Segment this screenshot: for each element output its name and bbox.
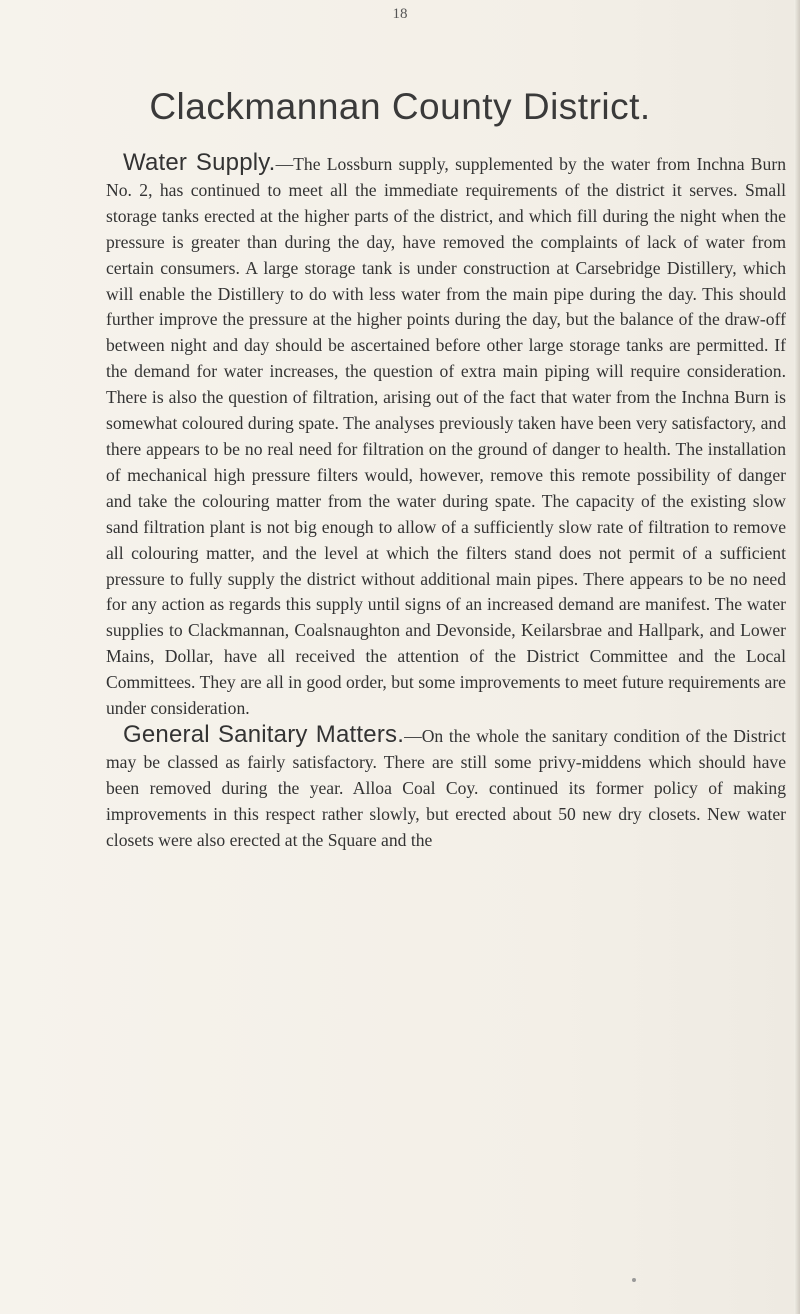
section-heading-general-sanitary: General Sanitary Matters. xyxy=(123,720,405,748)
page-edge-shadow xyxy=(794,0,800,1314)
printer-mark xyxy=(632,1278,636,1282)
page-title: Clackmannan County District. xyxy=(149,86,651,127)
paragraph-general-sanitary xyxy=(106,722,786,854)
page-number: 18 xyxy=(392,6,408,22)
paragraph-water-supply xyxy=(106,150,786,722)
body-text xyxy=(106,150,786,853)
section-heading-water-supply: Water Supply. xyxy=(123,149,276,176)
paragraph-text-water-supply: —The Lossburn supply, supplemented by the water from Inchna Burn No. 2, has continued to meet all the immediate requirements of the district it serves. Small storage tanks erected at the higher parts of the district, and which fill during the night when the pressure is greater than during the day, have removed the complaints of lack of water from certain consumers. A large storage tank is under construction at Carsebridge Distillery, which will enable the Distillery to do with less water from the main pipe during the day. This should further improve the pressure at the higher points during the day, but the balance of the draw-off between night and day should be ascertained before other large storage tanks are permitted. If the demand for water increases, the question of extra main piping will require consideration. There is also the question of filtration, arising out of the fact that water from the Inchna Burn is somewhat coloured during spate. The analyses previously taken have been very satisfactory, and there appears to be no real need for filtration on the ground of danger to health. The installation of mechanical high pressure filters would, however, remove this remote possibility of danger and take the colouring matter from the water during spate. The capacity of the existing slow sand filtration plant is not big enough to allow of a sufficiently slow rate of filtration to remove all colouring matter, and the level at which the filters stand does not permit of a sufficient pressure to fully supply the district without additional main pipes. There appears to be no need for any action as regards this supply until signs of an increased demand are manifest. The water supplies to Clackmannan, Coalsnaughton and Devonside, Keilarsbrae and Hallpark, and Lower Mains, Dollar, have all received the attention of the District Committee and the Local Committees. They are all in good order, but some improvements to meet future requirements are under consideration. xyxy=(106,154,786,719)
paragraph-text-general-sanitary: —On the whole the sanitary condition of the District may be classed as fairly satisfactory. There are still some privy-middens which should have been removed during the year. Alloa Coal Coy. continued its former policy of making improvements in this respect rather slowly, but erected about 50 new dry closets. New water closets were also erected at the Square and the xyxy=(106,725,786,850)
